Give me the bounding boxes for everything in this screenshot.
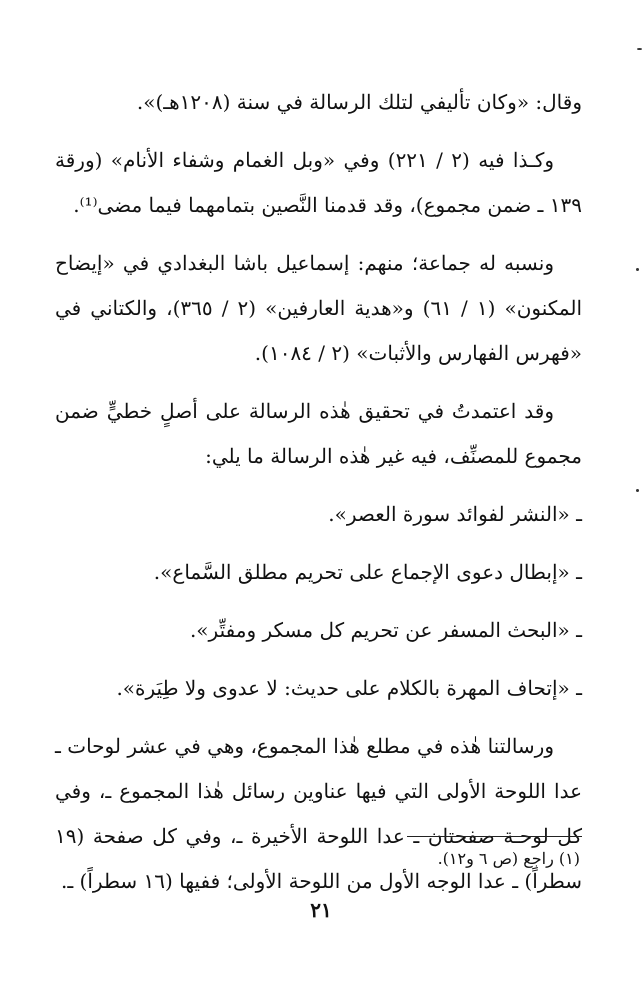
paragraph-attribution: ونسبه له جماعة؛ منهم: إسماعيل باشا البغدادي في «إيضاح المكنون» (١ / ٦١) و«هدية العارفين» (٢ / ٣٦٥)، والكتاني في «فهرس الفهارس والأثبات» (٢ / ١٠٨٤). [55,251,583,365]
page-number: ٢١ [310,898,332,922]
list-item-treatise-2: ـ «إبطال دعوى الإجماع على تحريم مطلق السَّماع». [153,560,582,584]
paragraph-manuscript-description: ورسالتنا هٰذه في مطلع هٰذا المجموع، وهي في عشر لوحات ـ عدا اللوحة الأولى التي فيها عناوين رسائل هٰذا المجموع ـ، وفي كل لوحـة صفحتان ـ عدا اللوحة الأخيرة ـ، وفي كل صفحة (١٩ سطراً) ـ عدا الوجه الأول من اللوحة الأولى؛ ففيها (١٦ سطراً) ـ. [55,734,583,893]
scan-edge-mark [636,268,639,271]
scan-edge-mark [637,48,642,50]
list-item-treatise-1: ـ «النشر لفوائد سورة العصر». [328,502,582,526]
footnote-separator [407,836,582,837]
list-item-treatise-3: ـ «البحث المسفر عن تحريم كل مسكر ومفتِّر». [189,618,582,642]
scan-edge-mark [636,489,639,492]
main-text-block [55,80,582,917]
list-item-treatise-4: ـ «إتحاف المهرة بالكلام على حديث: لا عدوى ولا طِيَرة». [116,676,582,700]
footnote: (١) راجع (ص ٦ و١٢). [437,849,580,868]
paragraph-quote-date: وقال: «وكان تأليفي لتلك الرسالة في سنة (١٢٠٨هـ)». [136,90,582,114]
paragraph-references: وكـذا فيه (٢ / ٢٢١) وفي «وبل الغمام وشفاء الأنام» (ورقة ١٣٩ ـ ضمن مجموع)، وقد قدمنا النَّصين بتمامهما فيما مضى⁽¹⁾. [55,148,582,217]
paragraph-manuscript: وقد اعتمدتُ في تحقيق هٰذه الرسالة على أصلٍ خطيٍّ ضمن مجموع للمصنِّف، فيه غير هٰذه الرسالة ما يلي: [55,399,582,468]
